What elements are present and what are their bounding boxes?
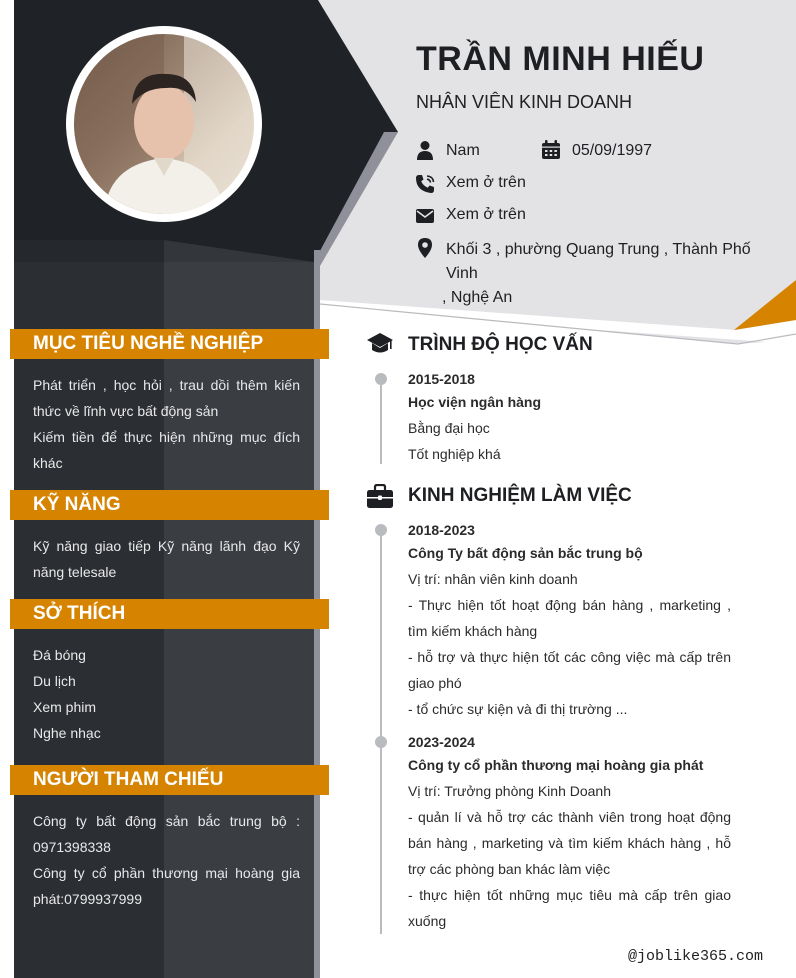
- birthday-value: 05/09/1997: [572, 142, 653, 159]
- hobby-item: Nghe nhạc: [33, 725, 101, 741]
- reference-line: Công ty bất động sản bắc trung bộ : 0971398338: [33, 813, 300, 855]
- experience-heading: KINH NGHIỆM LÀM VIỆC: [408, 485, 632, 506]
- education-timeline: [380, 380, 382, 464]
- education-entry: [408, 369, 731, 467]
- calendar-icon: [541, 140, 561, 160]
- address-value: [442, 238, 786, 310]
- job-title: NHÂN VIÊN KINH DOANH: [416, 92, 633, 112]
- timeline-dot: [375, 524, 387, 536]
- timeline-dot: [375, 373, 387, 385]
- person-silhouette-icon: [74, 34, 254, 214]
- entry-line: - quản lí và hỗ trợ các thành viên trong hoạt động bán hàng , marketing và tìm kiếm khách hàng , hỗ trợ các phòng ban khác làm việc: [408, 809, 731, 877]
- skills-line: Kỹ năng giao tiếp Kỹ năng lãnh đạo Kỹ năng telesale: [33, 538, 300, 580]
- hobbies-body: [33, 642, 300, 746]
- experience-entry: [408, 520, 731, 722]
- profile-photo: [74, 34, 254, 214]
- entry-line: - Thực hiện tốt hoạt động bán hàng , marketing , tìm kiếm khách hàng: [408, 597, 731, 639]
- experience-entry: [408, 732, 731, 934]
- graduation-cap-icon: [366, 331, 394, 357]
- entry-line: Tốt nghiệp khá: [408, 446, 501, 462]
- objective-heading: MỤC TIÊU NGHỀ NGHIỆP: [10, 329, 329, 359]
- briefcase-icon: [366, 484, 394, 510]
- watermark: @joblike365.com: [628, 948, 764, 965]
- references-body: [33, 808, 300, 912]
- phone-icon: [415, 174, 435, 194]
- references-heading: NGƯỜI THAM CHIẾU: [10, 765, 329, 795]
- envelope-icon: [415, 206, 435, 226]
- objective-body: [33, 372, 300, 476]
- reference-line: Công ty cổ phần thương mại hoàng gia phát:0799937999: [33, 865, 300, 907]
- entry-line: - hỗ trợ và thực hiện tốt các công việc mà cấp trên giao phó: [408, 649, 731, 691]
- entry-line: Bằng đại học: [408, 420, 490, 436]
- entry-organization: Công ty cổ phần thương mại hoàng gia phát: [408, 757, 704, 773]
- entry-period: 2023-2024: [408, 734, 475, 750]
- entry-line: - tổ chức sự kiện và đi thị trường ...: [408, 701, 628, 717]
- avatar: [66, 26, 262, 222]
- email-value: Xem ở trên: [446, 206, 526, 223]
- user-icon: [415, 140, 435, 160]
- entry-line: Vị trí: nhân viên kinh doanh: [408, 571, 578, 587]
- entry-line: Vị trí: Trưởng phòng Kinh Doanh: [408, 783, 611, 799]
- timeline-dot: [375, 736, 387, 748]
- phone-value: Xem ở trên: [446, 174, 526, 191]
- address-line-2: , Nghệ An: [442, 289, 513, 306]
- hobbies-heading: SỞ THÍCH: [10, 599, 329, 629]
- address-line-1: Khối 3 , phường Quang Trung , Thành Phố Vinh: [446, 241, 751, 282]
- objective-line: Phát triển , học hỏi , trau dồi thêm kiến thức về lĩnh vực bất động sản: [33, 377, 300, 419]
- hobby-item: Đá bóng: [33, 647, 86, 663]
- gender-value: Nam: [446, 142, 480, 159]
- candidate-name: TRẦN MINH HIẾU: [416, 40, 705, 78]
- hobby-item: Xem phim: [33, 699, 97, 715]
- entry-organization: Công Ty bất động sản bắc trung bộ: [408, 545, 643, 561]
- objective-line: Kiếm tiền để thực hiện những mục đích khác: [33, 429, 300, 471]
- entry-organization: Học viện ngân hàng: [408, 394, 542, 410]
- hobby-item: Du lịch: [33, 673, 76, 689]
- experience-timeline: [380, 530, 382, 934]
- skills-body: [33, 533, 300, 585]
- map-marker-icon: [415, 238, 435, 258]
- entry-line: - thực hiện tốt những mục tiêu mà cấp trên giao xuống: [408, 887, 731, 929]
- skills-heading: KỸ NĂNG: [10, 490, 329, 520]
- entry-period: 2015-2018: [408, 371, 475, 387]
- education-heading: TRÌNH ĐỘ HỌC VẤN: [408, 334, 593, 355]
- entry-period: 2018-2023: [408, 522, 475, 538]
